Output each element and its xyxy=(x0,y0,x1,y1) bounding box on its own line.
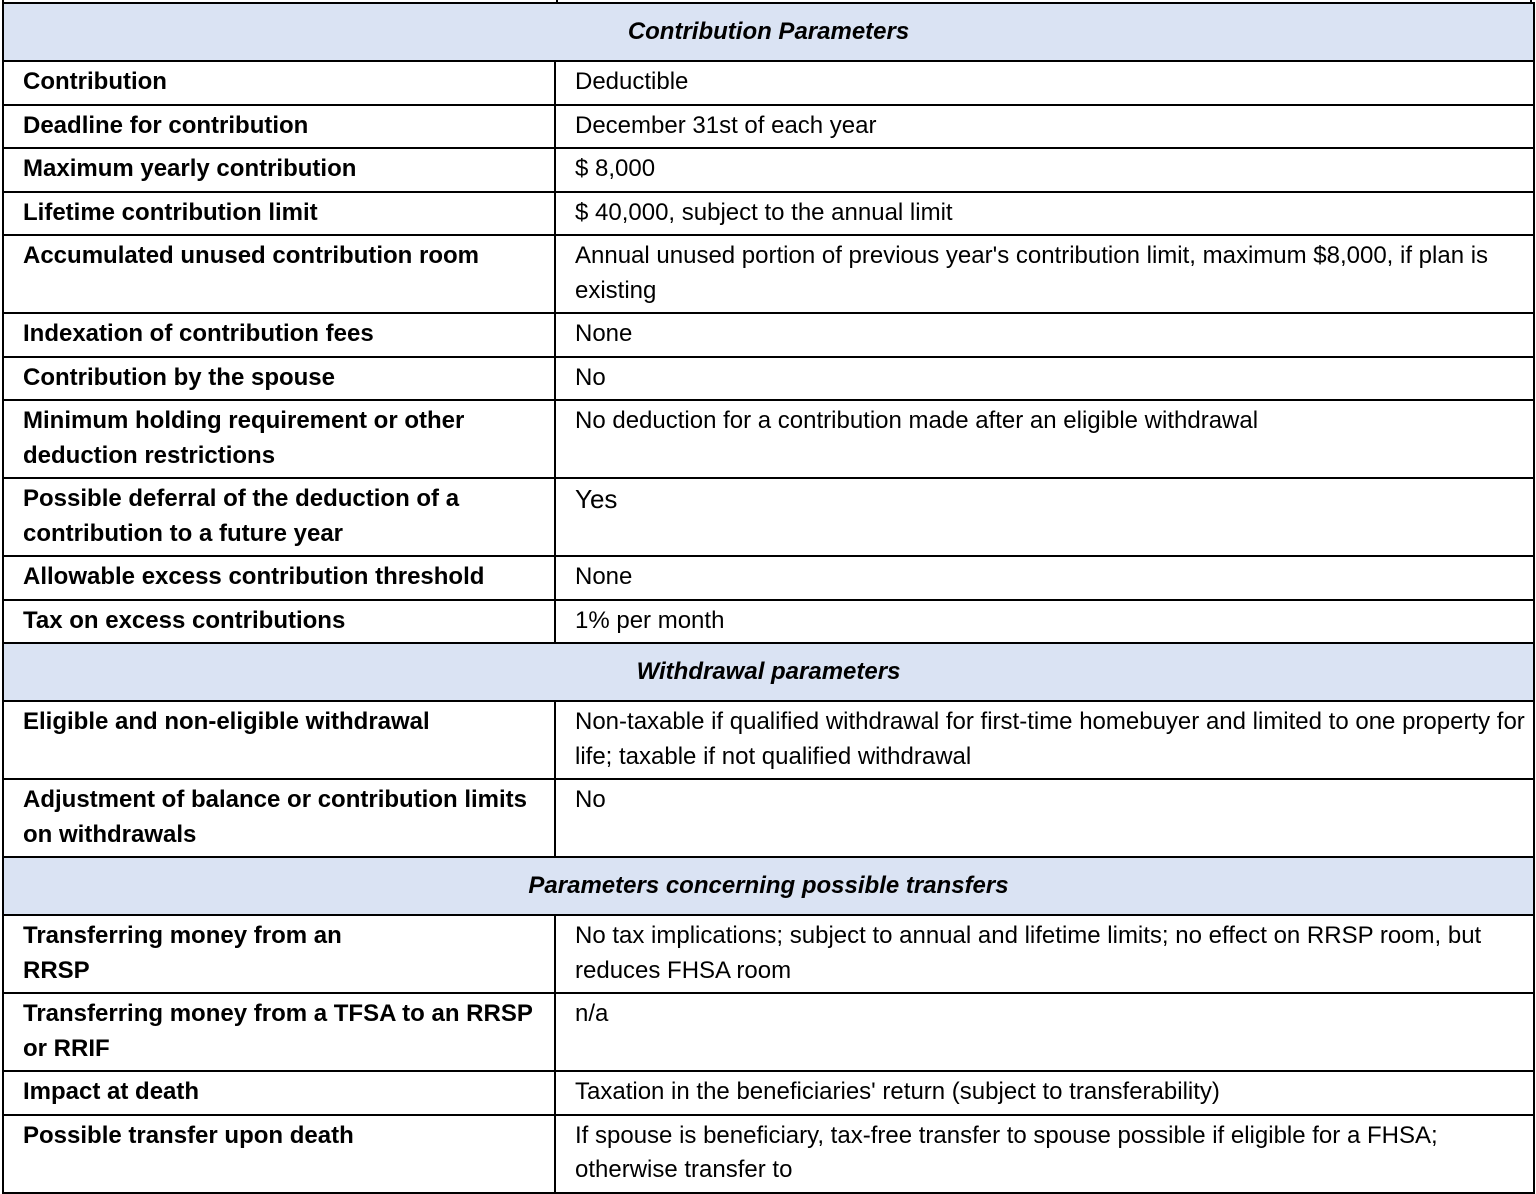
row-value: None xyxy=(555,313,1534,357)
row-value: $ 40,000, subject to the annual limit xyxy=(555,192,1534,236)
row-value: If spouse is beneficiary, tax-free transfer to spouse possible if eligible for a FHSA; otherwise transfer to xyxy=(555,1115,1534,1193)
table-row xyxy=(3,192,1534,236)
section-title-transfers: Parameters concerning possible transfers xyxy=(3,857,1534,915)
row-value: No xyxy=(555,357,1534,401)
row-label: Maximum yearly contribution xyxy=(3,148,555,192)
table-row xyxy=(3,1115,1534,1193)
row-value: December 31st of each year xyxy=(555,105,1534,149)
row-label: Allowable excess contribution threshold xyxy=(3,556,555,600)
section-header-row xyxy=(3,643,1534,701)
row-label: Possible transfer upon death xyxy=(3,1115,555,1193)
row-value: No xyxy=(555,779,1534,857)
table-row xyxy=(3,61,1534,105)
row-label: Tax on excess contributions xyxy=(3,600,555,644)
table-row xyxy=(3,400,1534,478)
table-row xyxy=(3,556,1534,600)
row-label: Lifetime contribution limit xyxy=(3,192,555,236)
section-title-withdrawal: Withdrawal parameters xyxy=(3,643,1534,701)
row-value: $ 8,000 xyxy=(555,148,1534,192)
row-label: Transferring money from a TFSA to an RRSP or RRIF xyxy=(3,993,555,1071)
row-value: Yes xyxy=(555,478,1534,556)
row-label: Accumulated unused contribution room xyxy=(3,235,555,313)
table-row xyxy=(3,993,1534,1071)
row-value: No tax implications; subject to annual and lifetime limits; no effect on RRSP room, but reduces FHSA room xyxy=(555,915,1534,993)
table-row xyxy=(3,915,1534,993)
parameters-table xyxy=(2,2,1535,1194)
row-label: Contribution by the spouse xyxy=(3,357,555,401)
table-row xyxy=(3,313,1534,357)
row-value: 1% per month xyxy=(555,600,1534,644)
table-row xyxy=(3,235,1534,313)
row-label: Indexation of contribution fees xyxy=(3,313,555,357)
section-header-row xyxy=(3,857,1534,915)
row-label: Impact at death xyxy=(3,1071,555,1115)
table-row xyxy=(3,478,1534,556)
table-row xyxy=(3,701,1534,779)
row-value: Annual unused portion of previous year's contribution limit, maximum $8,000, if plan is existing xyxy=(555,235,1534,313)
row-value: n/a xyxy=(555,993,1534,1071)
row-label: Contribution xyxy=(3,61,555,105)
row-label: Minimum holding requirement or other deduction restrictions xyxy=(3,400,555,478)
row-label: Adjustment of balance or contribution limits on withdrawals xyxy=(3,779,555,857)
section-title-contribution: Contribution Parameters xyxy=(3,3,1534,61)
table-row xyxy=(3,600,1534,644)
row-label: Possible deferral of the deduction of a contribution to a future year xyxy=(3,478,555,556)
row-value: Non-taxable if qualified withdrawal for first-time homebuyer and limited to one property for life; taxable if not qualified withdrawal xyxy=(555,701,1534,779)
section-header-row xyxy=(3,3,1534,61)
table-row xyxy=(3,148,1534,192)
table-row xyxy=(3,779,1534,857)
row-label: Eligible and non-eligible withdrawal xyxy=(3,701,555,779)
row-value: Deductible xyxy=(555,61,1534,105)
table-row xyxy=(3,105,1534,149)
row-value: No deduction for a contribution made after an eligible withdrawal xyxy=(555,400,1534,478)
row-label: Deadline for contribution xyxy=(3,105,555,149)
table-row xyxy=(3,1071,1534,1115)
table-row xyxy=(3,357,1534,401)
row-label: Transferring money from an RRSP xyxy=(3,915,555,993)
row-value: None xyxy=(555,556,1534,600)
row-value: Taxation in the beneficiaries' return (subject to transferability) xyxy=(555,1071,1534,1115)
